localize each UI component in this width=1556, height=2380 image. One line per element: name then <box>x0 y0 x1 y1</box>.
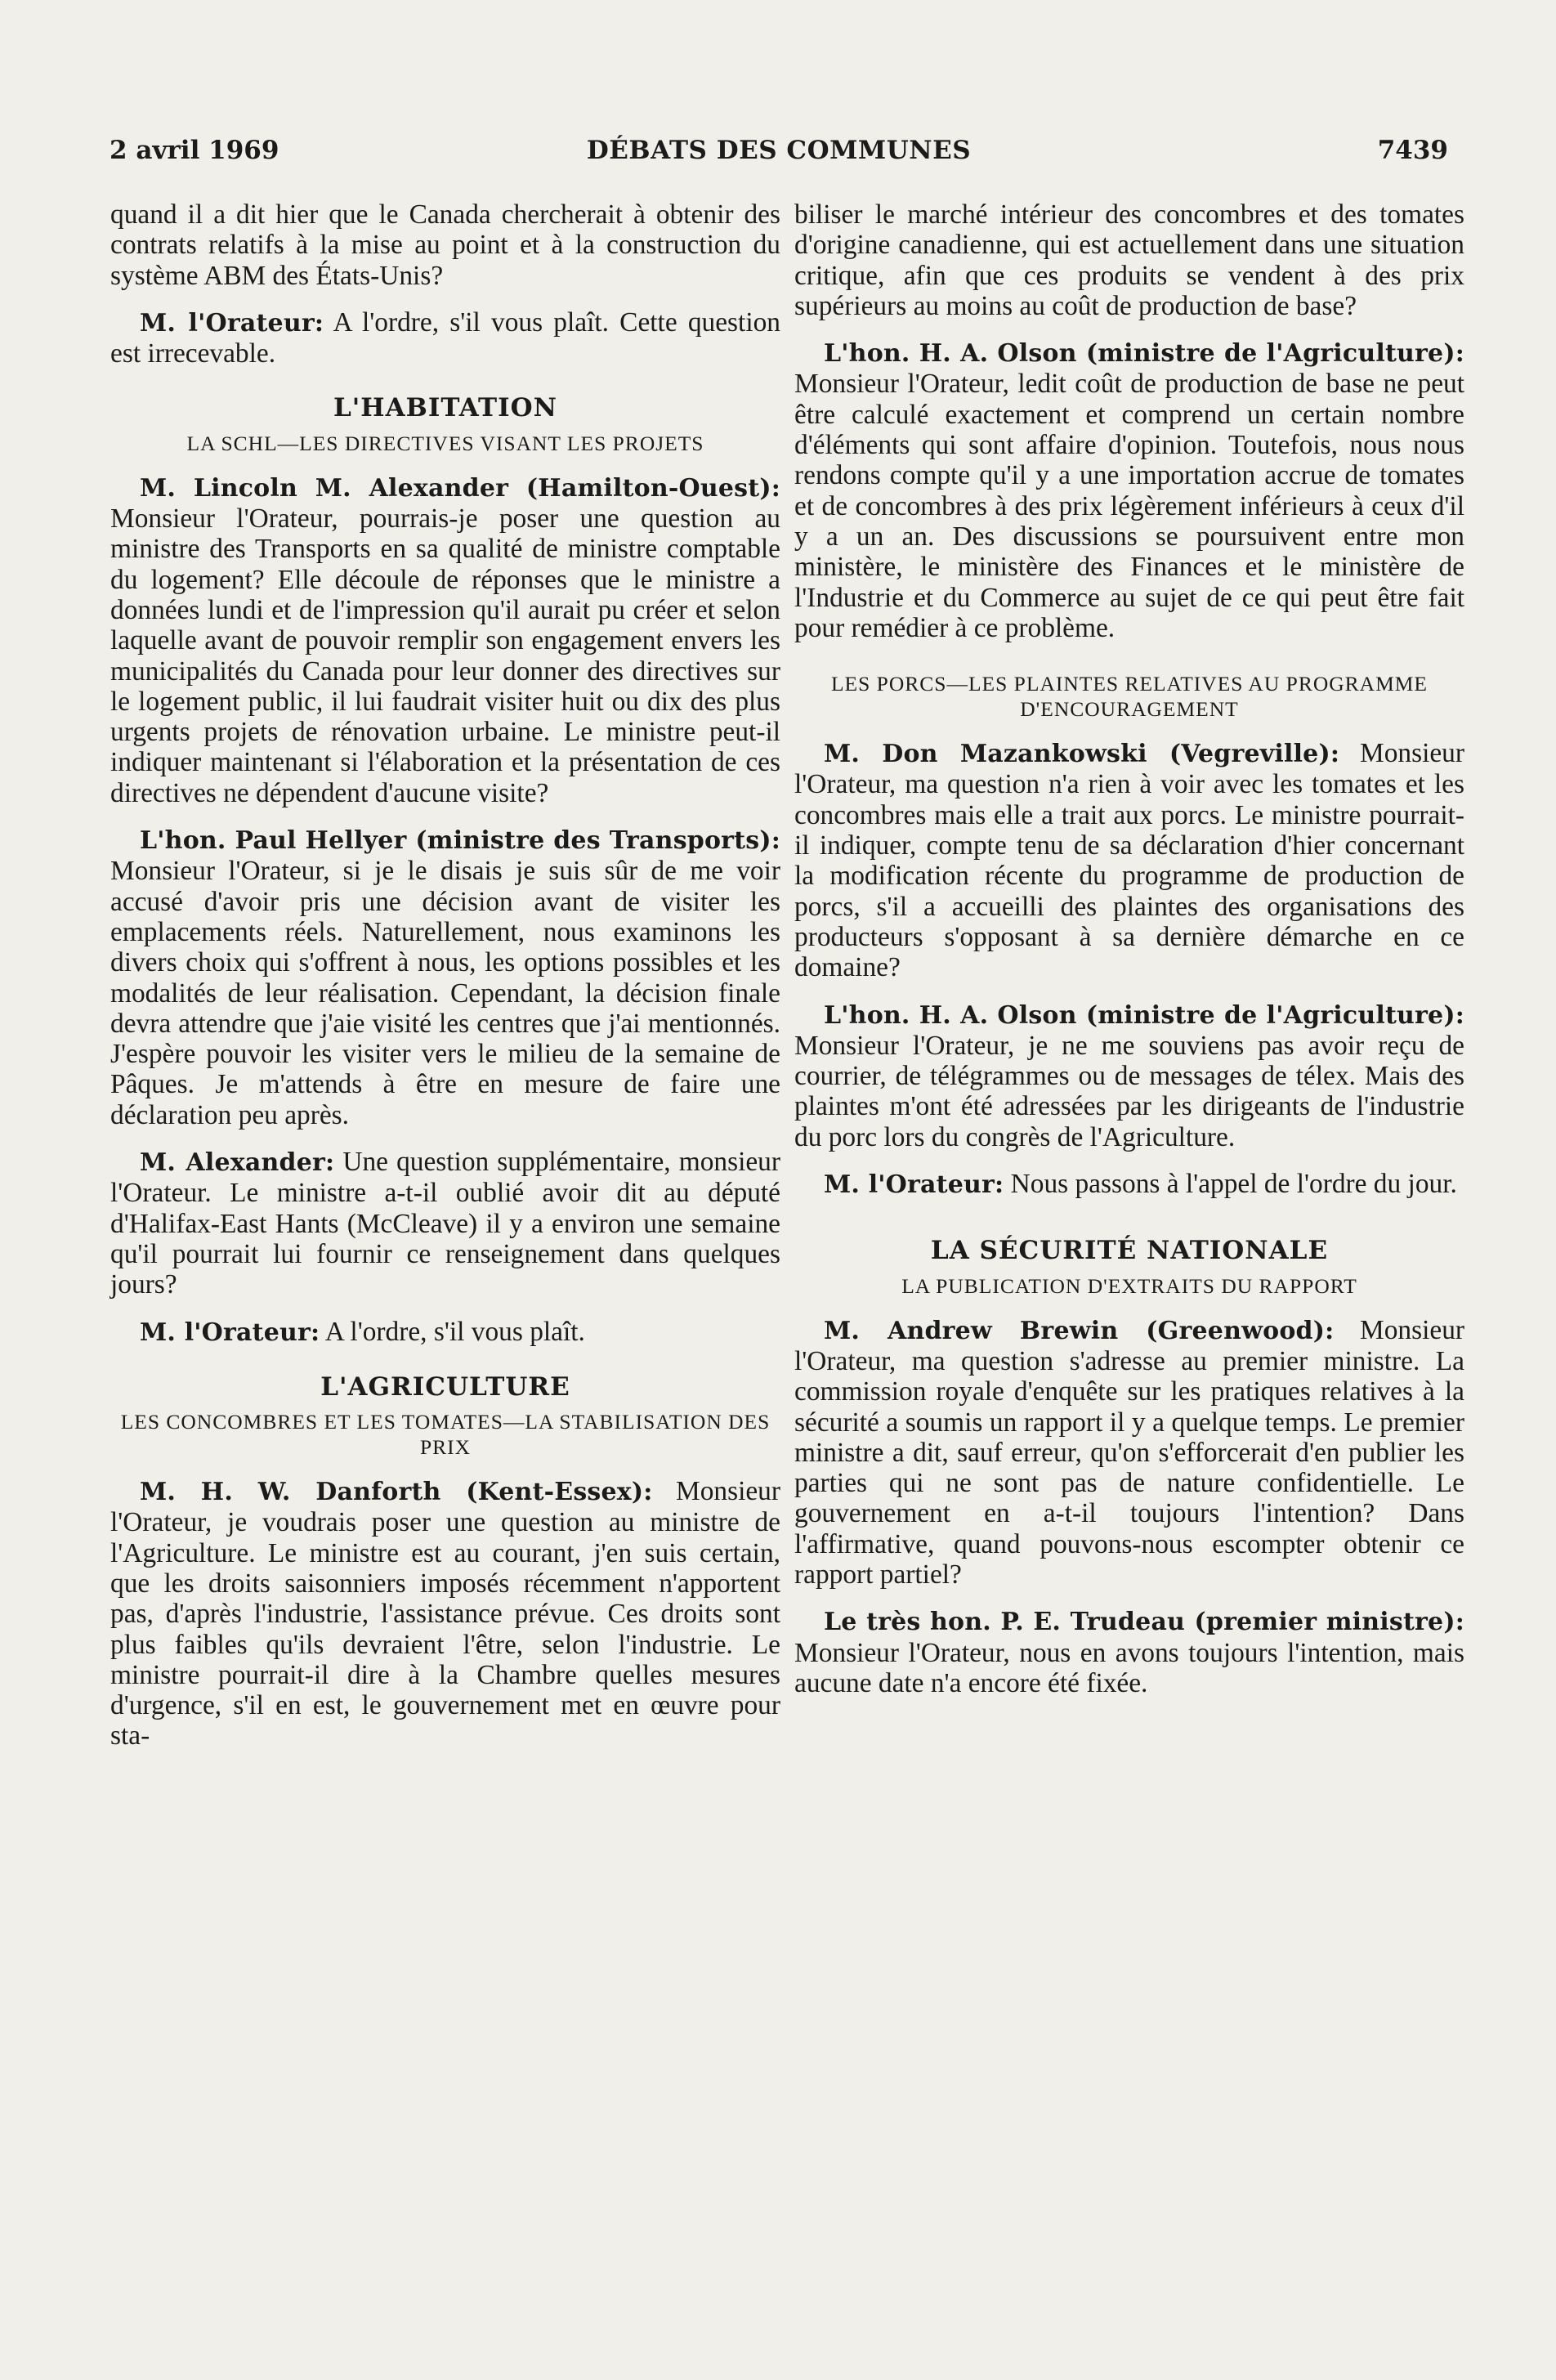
speech-text: Monsieur l'Orateur, ma question n'a rien à voir avec les tomates et les concombres mais elle a trait aux porcs. Le ministre pourrait-il indiquer, compte tenu de sa déclaration d'hier concernant la modification récente du programme de production de porcs, s'il a accueilli des plaintes des organisations des producteurs s'opposant à sa dernière démarche en ce domaine? <box>794 738 1464 983</box>
speaker-name: Le très hon. P. E. Trudeau (premier ministre): <box>824 1608 1464 1637</box>
speech-text: Monsieur l'Orateur, nous en avons toujours l'intention, mais aucune date n'a encore été fixée. <box>794 1637 1464 1698</box>
speech-text: Monsieur l'Orateur, pourrais-je poser une question au ministre des Transports en sa qualité de ministre comptable du logement? Elle découle de réponses que le ministre a données lundi et de l'impression qu'il aurait pu créer et selon laquelle avant de pouvoir remplir son engagement envers les municipalités du Canada pour leur donner des directives sur le logement public, il lui faudrait visiter huit ou dix des plus urgents projets de rénovation urbaine. Le ministre peut-il indiquer maintenant si l'élaboration et la présentation de ces directives ne dépendent d'aucune visite? <box>110 503 780 808</box>
speech-text: Nous passons à l'appel de l'ordre du jour. <box>1004 1169 1457 1200</box>
speaker-name: L'hon. Paul Hellyer (ministre des Transports): <box>140 826 780 856</box>
speaker-name: M. H. W. Danforth (Kent-Essex): <box>140 1478 653 1507</box>
paragraph <box>794 1000 1464 1152</box>
speaker-name: M. l'Orateur: <box>824 1170 1004 1200</box>
speech-text: Monsieur l'Orateur, si je le disais je suis sûr de me voir accusé d'avoir pris une décision avant de visiter les emplacements réels. Naturellement, nous examinons les divers choix qui s'offrent à nous, les options possibles et les modalités de leur réalisation. Cependant, la décision finale devra attendre que j'aie visité les centres que j'ai mentionnés. J'espère pouvoir les visiter vers le milieu de la semaine de Pâques. Je m'attends à être en mesure de faire une déclaration peu après. <box>110 856 780 1130</box>
paragraph <box>110 472 780 808</box>
speech-text: A l'ordre, s'il vous plaît. Cette question est irrecevable. <box>110 306 780 369</box>
subheading: LA SCHL—LES DIRECTIVES VISANT LES PROJETS <box>186 431 704 455</box>
speech-text: Monsieur l'Orateur, je voudrais poser une question au ministre de l'Agriculture. Le ministre est au courant, j'en suis certain, que les droits saisonniers imposés récemment n'apportent pas, d'après l'industrie, l'assistance prévue. Ces droits sont plus faibles qu'ils devraient l'être, selon l'industrie. Le ministre pourrait-il dire à la Chambre quelles mesures d'urgence, s'il en est, le gouvernement met en œuvre pour sta- <box>110 1476 780 1751</box>
speech-text: Une question supplémentaire, monsieur l'Orateur. Le ministre a-t-il oublié avoir dit au député d'Halifax-East Hants (McCleave) il y a environ une semaine qu'il pourrait lui fournir ce renseignement dans quelques jours? <box>110 1147 780 1300</box>
page-date: 2 avril 1969 <box>110 136 279 165</box>
speaker-name: L'hon. H. A. Olson (ministre de l'Agriculture): <box>824 1000 1464 1030</box>
paragraph <box>794 1315 1464 1590</box>
paragraph <box>794 1169 1464 1200</box>
speaker-name: M. Don Mazankowski (Vegreville): <box>824 740 1340 769</box>
paragraph <box>110 1317 780 1348</box>
paragraph <box>110 1147 780 1300</box>
paragraph: biliser le marché intérieur des concombres et des tomates d'origine canadienne, qui est actuellement dans une situation critique, afin que ces produits se vendent à des prix supérieurs au moins au coût de production de base? <box>794 199 1464 321</box>
left-column <box>110 199 780 1768</box>
subheading: LES CONCOMBRES ET LES TOMATES—LA STABILISATION DES PRIX <box>120 1410 771 1460</box>
publication-title: DÉBATS DES COMMUNES <box>586 136 972 165</box>
speaker-name: M. Lincoln M. Alexander (Hamilton-Ouest): <box>140 473 780 503</box>
speech-text: Monsieur l'Orateur, ledit coût de production de base ne peut être calculé exactement et comprend un certain nombre d'éléments qui sont affaire d'opinion. Toutefois, nous nous rendons compte qu'il y a une importation accrue de tomates et de concombres à des prix légèrement inférieurs à ceux d'il y a un an. Des discussions se poursuivent entre mon ministère, le ministère des Finances et le ministère de l'Industrie et du Commerce au sujet de ce qui peut être fait pour remédier à ce problème. <box>794 369 1464 643</box>
speech-text: Monsieur l'Orateur, ma question s'adresse au premier ministre. La commission royale d'enquête sur les pratiques relatives à la sécurité a soumis un rapport il y a quelque temps. Le premier ministre a dit, sauf erreur, qu'on s'efforcerait d'en publier les parties qui ne sont pas de nature confidentielle. Le gouvernement en a-t-il toujours l'intention? Dans l'affirmative, quand pouvons-nous escompter obtenir ce rapport partiel? <box>794 1314 1465 1590</box>
subheading: LES PORCS—LES PLAINTES RELATIVES AU PROGRAMME D'ENCOURAGEMENT <box>830 672 1429 722</box>
speech-text: A l'ordre, s'il vous plaît. <box>320 1316 585 1347</box>
section-heading: L'HABITATION <box>333 393 557 423</box>
paragraph <box>794 738 1464 982</box>
section-heading: LA SÉCURITÉ NATIONALE <box>930 1236 1329 1266</box>
speaker-name: M. l'Orateur: <box>140 1318 320 1347</box>
page-number: 7439 <box>1377 136 1448 165</box>
paragraph <box>794 1606 1464 1698</box>
subheading: LA PUBLICATION D'EXTRAITS DU RAPPORT <box>901 1273 1357 1298</box>
paragraph <box>110 825 780 1130</box>
section-heading: L'AGRICULTURE <box>320 1371 570 1402</box>
speaker-name: M. l'Orateur: <box>140 308 324 338</box>
paragraph <box>794 338 1464 643</box>
paragraph: quand il a dit hier que le Canada chercherait à obtenir des contrats relatifs à la mise au point et à la construction du système ABM des États-Unis? <box>110 199 780 291</box>
speech-text: Monsieur l'Orateur, je ne me souviens pas avoir reçu de courrier, de télégrammes ou de messages de télex. Mais des plaintes m'ont été adressées par les dirigeants de l'industrie du porc lors du congrès de l'Agriculture. <box>794 1030 1464 1152</box>
paragraph <box>110 307 780 369</box>
right-column <box>794 199 1464 1715</box>
speaker-name: M. Alexander: <box>140 1148 335 1178</box>
running-head <box>110 136 1448 175</box>
speaker-name: M. Andrew Brewin (Greenwood): <box>824 1316 1335 1345</box>
speaker-name: L'hon. H. A. Olson (ministre de l'Agriculture): <box>824 339 1464 369</box>
paragraph <box>110 1476 780 1751</box>
